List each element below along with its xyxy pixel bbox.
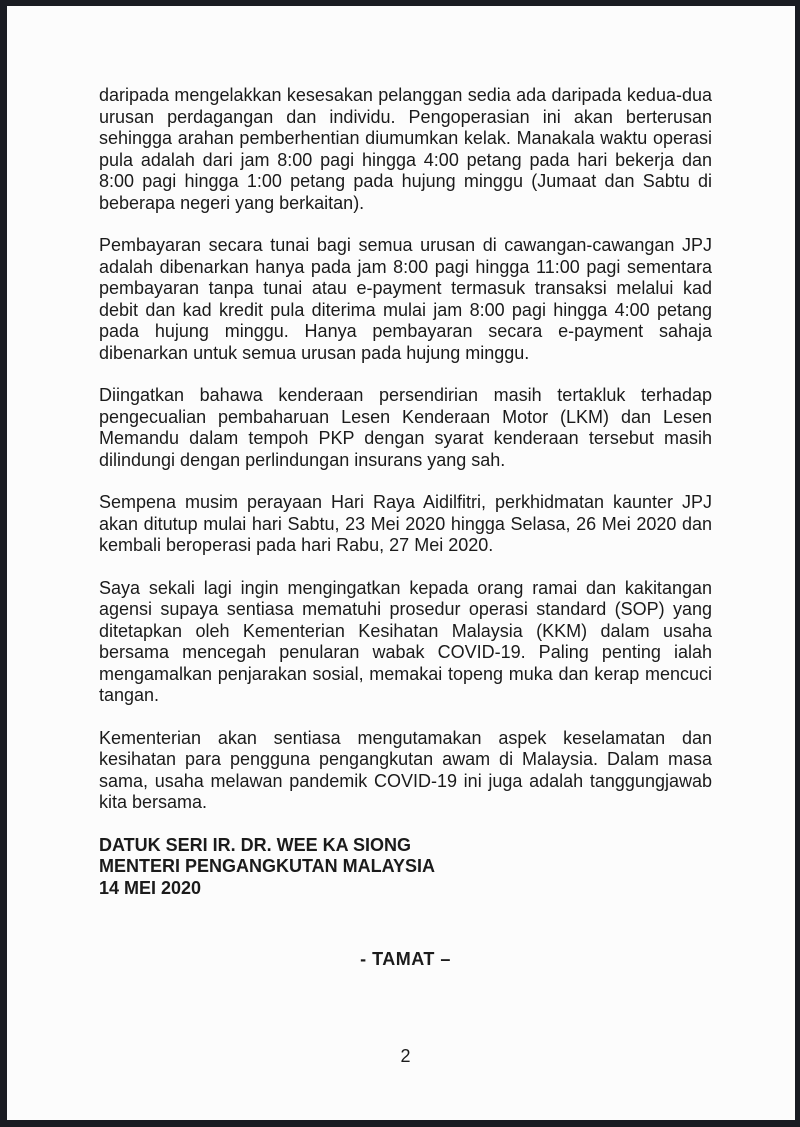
signature-date: 14 MEI 2020 [99, 877, 202, 898]
paragraph-sop-reminder: Saya sekali lagi ingin mengingatkan kepada orang ramai dan kakitangan agensi supaya sentiasa mematuhi prosedur operasi standard (SOP) yang ditetapkan oleh Kementerian Kesihatan Malaysia (KKM) dalam usaha bersama mencegah penularan wabak COVID-19. Paling penting ialah mengamalkan penjarakan sosial, memakai topeng muka dan kerap mencuci tangan. [99, 577, 712, 705]
signatory-title: MENTERI PENGANGKUTAN MALAYSIA [99, 856, 436, 876]
paragraph-operating-hours: daripada mengelakkan kesesakan pelanggan sedia ada daripada kedua-dua urusan perdagangan dan individu. Pengoperasian ini akan berterusan sehingga arahan pemberhentian diumumkan kelak. Manakala waktu operasi pula adalah dari jam 8:00 pagi hingga 4:00 petang pada hari bekerja dan 8:00 pagi hingga 1:00 petang pada hujung minggu (Jumaat dan Sabtu di beberapa negeri yang berkaitan). [99, 85, 712, 213]
end-marker: - TAMAT – [360, 949, 451, 969]
document-content [7, 6, 795, 1120]
document-page [7, 6, 795, 1120]
signature-block [99, 835, 712, 900]
signatory-name: DATUK SERI IR. DR. WEE KA SIONG [99, 834, 412, 855]
paragraph-raya-closure: Sempena musim perayaan Hari Raya Aidilfitri, perkhidmatan kaunter JPJ akan ditutup mulai hari Sabtu, 23 Mei 2020 hingga Selasa, 26 Mei 2020 dan kembali beroperasi pada hari Rabu, 27 Mei 2020. [99, 492, 712, 555]
paragraph-license-exemption: Diingatkan bahawa kenderaan persendirian masih tertakluk terhadap pengecualian pembaharuan Lesen Kenderaan Motor (LKM) dan Lesen Memandu dalam tempoh PKP dengan syarat kenderaan tersebut masih dilindungi dengan perlindungan insurans yang sah. [99, 385, 712, 470]
page-number: 2 [400, 1045, 411, 1066]
paragraph-payment-methods: Pembayaran secara tunai bagi semua urusan di cawangan-cawangan JPJ adalah dibenarkan hanya pada jam 8:00 pagi hingga 11:00 pagi sementara pembayaran tanpa tunai atau e-payment termasuk transaksi melalui kad debit dan kad kredit pula diterima mulai jam 8:00 pagi hingga 4:00 petang pada hujung minggu. Hanya pembayaran secara e-payment sahaja dibenarkan untuk semua urusan pada hujung minggu. [99, 235, 712, 363]
paragraph-ministry-commitment: Kementerian akan sentiasa mengutamakan aspek keselamatan dan kesihatan para pengguna pengangkutan awam di Malaysia. Dalam masa sama, usaha melawan pandemik COVID-19 ini juga adalah tanggungjawab kita bersama. [99, 727, 712, 812]
